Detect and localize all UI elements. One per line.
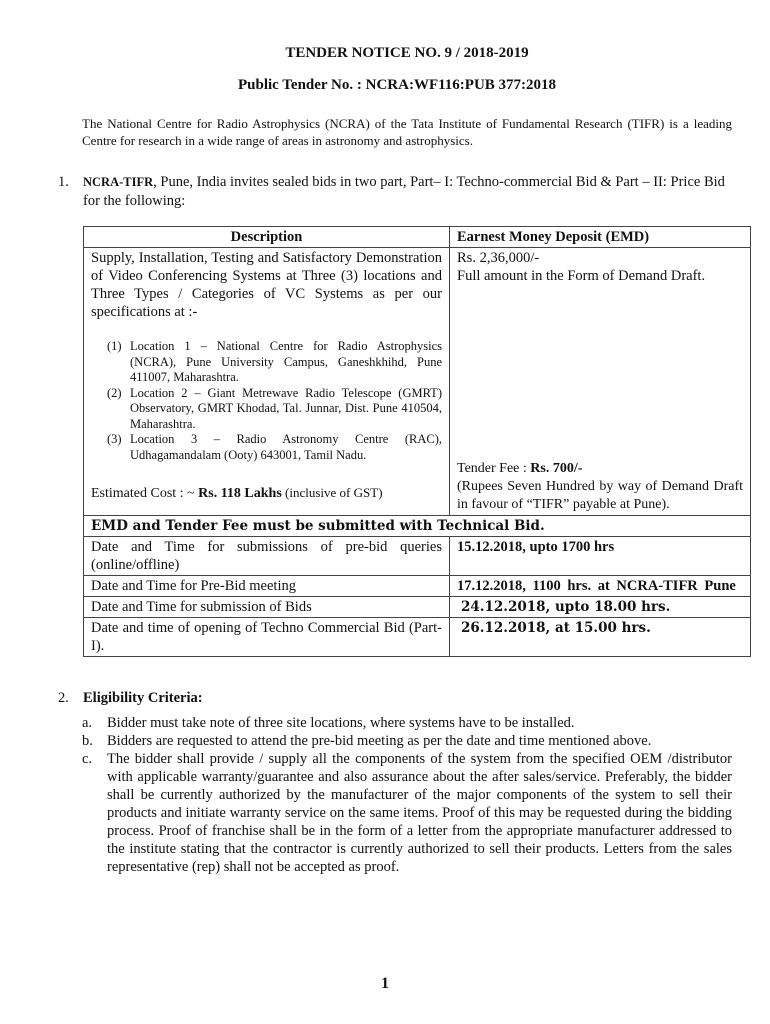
notice-text: EMD and Tender Fee must be submitted with Technical Bid.	[84, 516, 751, 537]
location-item	[107, 339, 442, 386]
header-description: Description	[84, 227, 450, 248]
criteria-text: Bidders are requested to attend the pre-bid meeting as per the date and time mentioned above.	[107, 733, 652, 749]
location-item	[107, 432, 442, 463]
intro-paragraph: The National Centre for Radio Astrophysics (NCRA) of the Tata Institute of Fundamental Research (TIFR) is a leading Centre for research in a wide range of areas in astronomy and astrophysics.	[82, 116, 732, 148]
criteria-text: Bidder must take note of three site locations, where systems have to be installed.	[107, 715, 575, 731]
criteria-item	[82, 732, 732, 750]
location-list	[107, 339, 442, 463]
tender-fee-label: Tender Fee :	[457, 461, 531, 476]
emd-amount: Rs. 2,36,000/-	[457, 250, 540, 266]
criteria-letter: a.	[82, 715, 93, 731]
row-label: Date and Time for Pre-Bid meeting	[84, 576, 450, 597]
public-tender-number: Public Tender No. : NCRA:WF116:PUB 377:2018	[237, 77, 557, 93]
location-text: Location 1 – National Centre for Radio Astrophysics (NCRA), Pune University Campus, Ganeshkhihd, Pune 411007, Maharashtra.	[130, 339, 442, 384]
estimated-cost	[91, 484, 442, 503]
row-label: Date and Time for submission of Bids	[84, 597, 450, 618]
row-value: 24.12.2018, upto 18.00 hrs.	[450, 597, 751, 618]
criteria-item	[82, 750, 732, 876]
section-1-text	[83, 173, 738, 211]
notice-row	[84, 516, 751, 537]
table-header-row	[84, 227, 751, 248]
location-number: (2)	[107, 385, 122, 400]
description-text: Supply, Installation, Testing and Satisfactory Demonstration of Video Conferencing Systems at Three (3) locations and Three Types / Categories of VC Systems as per our specifications at :-	[91, 250, 442, 320]
emd-cell	[450, 248, 751, 516]
row-value: 15.12.2018, upto 1700 hrs	[450, 537, 751, 576]
section-2-number: 2.	[58, 690, 69, 706]
section-1-body: , Pune, India invites sealed bids in two part, Part– I: Techno-commercial Bid & Part – II: Price Bid for the following:	[83, 174, 725, 209]
page-number: 1	[381, 975, 389, 992]
criteria-letter: b.	[82, 733, 93, 749]
location-text: Location 2 – Giant Metrewave Radio Telescope (GMRT) Observatory, GMRT Khodad, Tal. Junnar, Dist. Pune 410504, Maharashtra.	[130, 385, 442, 431]
criteria-text: The bidder shall provide / supply all the components of the system from the specified OEM /distributor with applicable warranty/guarantee and also assurance about the after sales/service. Preferably, the bidder shall be currently authorized by the manufacturer of the major components of the system to sell their products and initiate warranty service on the same items. Proof of this may be requested during the bidding process. Proof of franchise shall be in the form of a letter from the appropriate manufacturer addressed to the institute stating that the contractor is currently authorized to sell their products. Letters from the sales representative (rep) shall not be accepted as proof.	[107, 751, 732, 875]
section-2-heading: Eligibility Criteria:	[83, 690, 203, 706]
tender-notice-title: TENDER NOTICE NO. 9 / 2018-2019	[285, 45, 529, 61]
location-text: Location 3 – Radio Astronomy Centre (RAC), Udhagamandalam (Ooty) 643001, Tamil Nadu.	[130, 432, 442, 462]
criteria-list	[82, 714, 732, 876]
tender-table	[83, 226, 751, 657]
row-value: 26.12.2018, at 15.00 hrs.	[450, 618, 751, 657]
tender-fee-value: Rs. 700/-	[530, 461, 583, 476]
table-row	[84, 597, 751, 618]
table-row	[84, 576, 751, 597]
location-number: (1)	[107, 339, 122, 353]
table-row	[84, 537, 751, 576]
estimated-cost-note: (inclusive of GST)	[281, 485, 383, 500]
header-emd: Earnest Money Deposit (EMD)	[450, 227, 751, 248]
emd-form: Full amount in the Form of Demand Draft.	[457, 268, 706, 284]
org-name: NCRA-TIFR	[83, 175, 154, 189]
description-cell	[84, 248, 450, 516]
tender-fee-note: (Rupees Seven Hundred by way of Demand Draft in favour of “TIFR” payable at Pune).	[457, 479, 743, 512]
location-item	[107, 386, 442, 433]
table-row	[84, 618, 751, 657]
section-1-number: 1.	[58, 174, 69, 190]
estimated-cost-value: Rs. 118 Lakhs	[198, 486, 282, 501]
estimated-cost-label: Estimated Cost : ~	[91, 486, 199, 501]
tender-fee	[457, 460, 743, 514]
row-label: Date and Time for submissions of pre-bid queries (online/offline)	[84, 537, 450, 576]
location-number: (3)	[107, 432, 122, 446]
criteria-item	[82, 714, 732, 732]
criteria-letter: c.	[82, 751, 93, 767]
table-row-main	[84, 248, 751, 516]
row-label: Date and time of opening of Techno Commercial Bid (Part- I).	[84, 618, 450, 657]
row-value: 17.12.2018, 1100 hrs. at NCRA-TIFR Pune	[450, 576, 751, 597]
